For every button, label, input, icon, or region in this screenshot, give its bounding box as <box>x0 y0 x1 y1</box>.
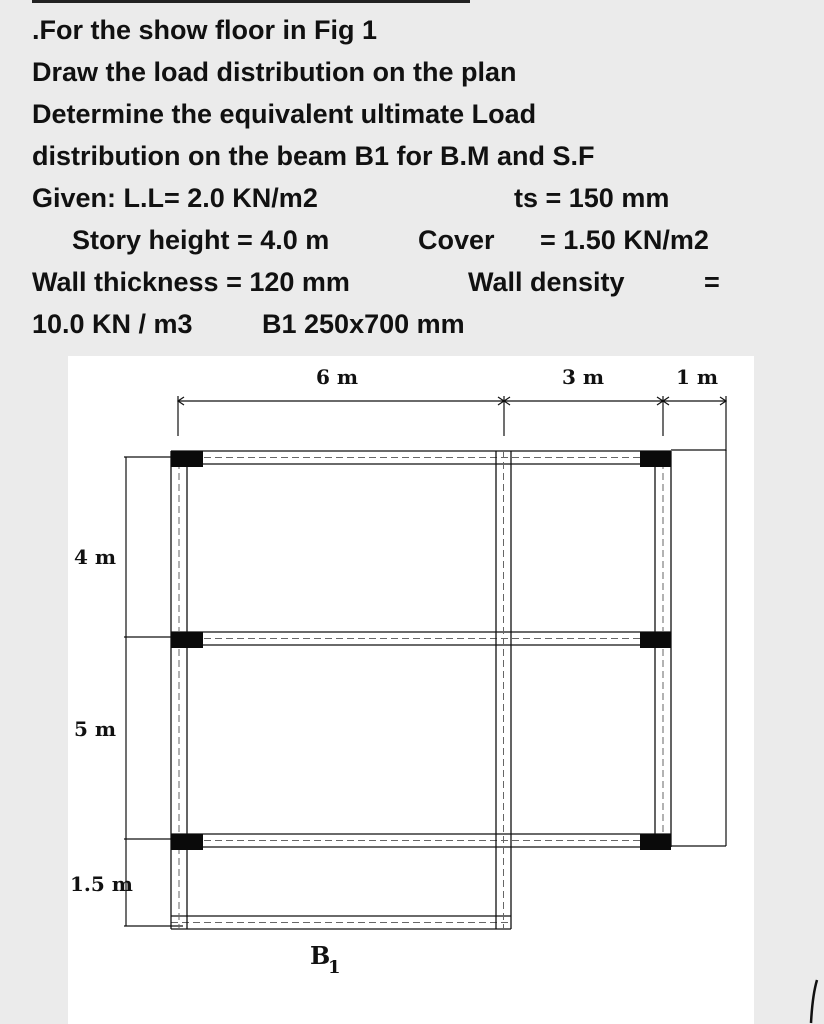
cover-label: Cover <box>418 225 495 255</box>
top-rule <box>32 0 470 3</box>
horizontal-beam-dashes <box>171 458 671 923</box>
beam-b1-label: B <box>310 941 331 970</box>
column-bottom-right <box>640 834 671 850</box>
column-bottom-left <box>171 834 203 850</box>
beam-b1-size: B1 250x700 mm <box>262 309 465 339</box>
dim-left-5m: 5 m <box>74 717 117 741</box>
story-height: Story height = 4.0 m <box>72 225 330 255</box>
column-top-right <box>640 451 671 467</box>
wall-density-label: Wall density <box>468 267 625 297</box>
given-live-load: Given: L.L= 2.0 KN/m2 <box>32 183 318 213</box>
columns <box>171 451 671 850</box>
vertical-beam-dashes <box>179 451 663 929</box>
dim-left-1-5m: 1.5 m <box>70 872 133 896</box>
pen-stroke-mark <box>808 978 820 1024</box>
wall-density-equals: = <box>704 267 720 297</box>
floor-plan-drawing <box>68 356 754 1024</box>
question-line-4: distribution on the beam B1 for B.M and S.F <box>32 141 595 171</box>
slab-thickness: ts = 150 mm <box>514 183 670 213</box>
left-dimension-line <box>124 457 183 926</box>
wall-density-value: 10.0 KN / m3 <box>32 309 193 339</box>
dim-top-6m: 6 m <box>316 365 359 389</box>
column-middle-right <box>640 632 671 648</box>
cover-value: = 1.50 KN/m2 <box>540 225 709 255</box>
column-middle-left <box>171 632 203 648</box>
question-line-1: .For the show floor in Fig 1 <box>32 15 377 45</box>
horizontal-beams <box>171 451 671 929</box>
dim-left-4m: 4 m <box>74 545 117 569</box>
cantilever-outline <box>671 450 726 846</box>
dim-top-1m: 1 m <box>676 365 719 389</box>
question-line-2: Draw the load distribution on the plan <box>32 57 517 87</box>
floor-plan-figure <box>68 356 754 1024</box>
dim-top-3m: 3 m <box>562 365 605 389</box>
top-dimension-line <box>178 396 726 451</box>
question-line-3: Determine the equivalent ultimate Load <box>32 99 537 129</box>
beam-b1-subscript: 1 <box>328 957 341 978</box>
wall-thickness: Wall thickness = 120 mm <box>32 267 350 297</box>
column-top-left <box>171 451 203 467</box>
vertical-beams <box>171 451 671 929</box>
